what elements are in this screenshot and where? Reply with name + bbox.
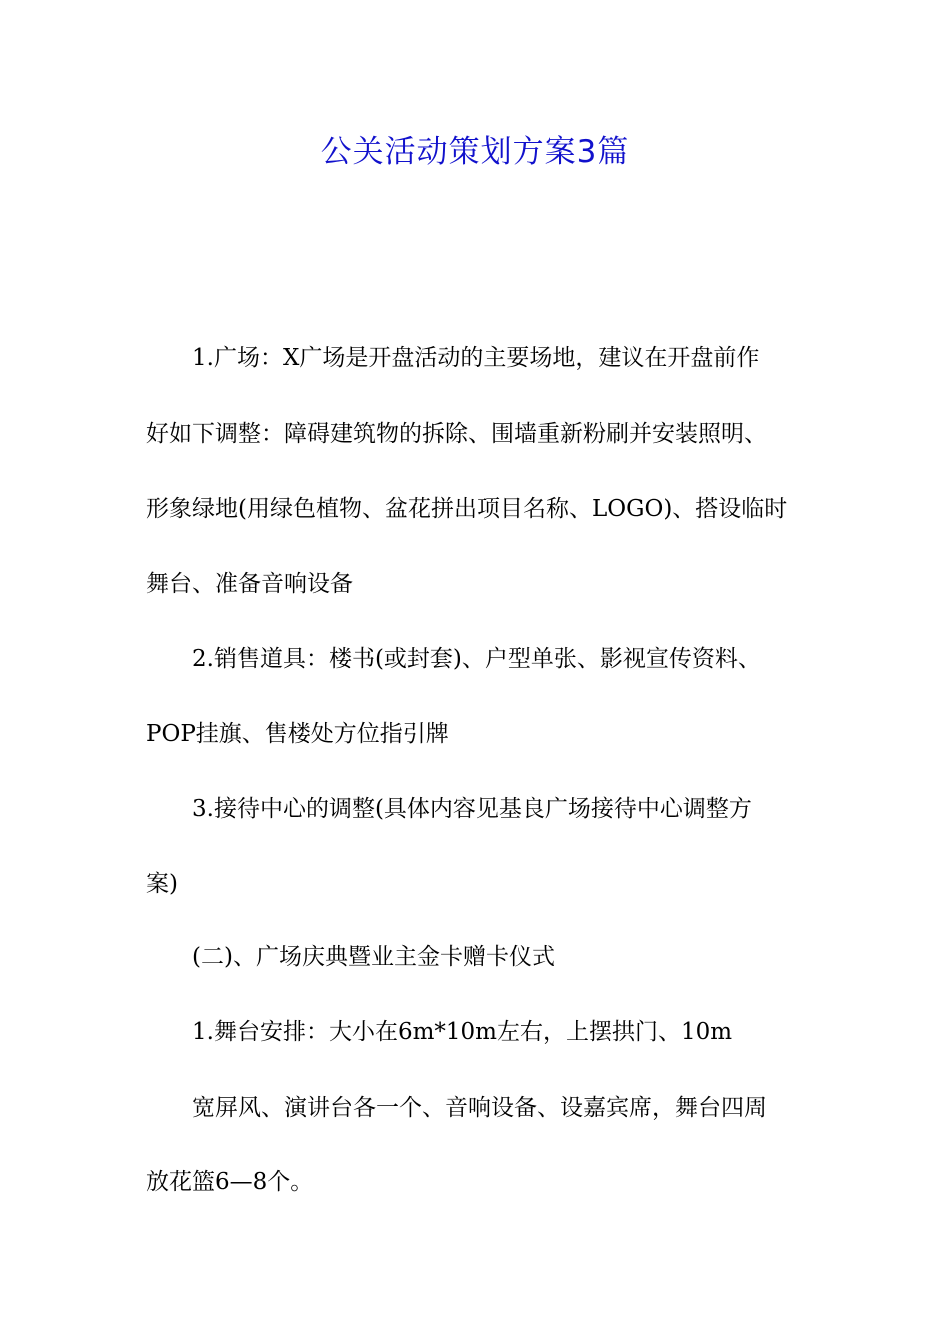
paragraph-line: 1.舞台安排：大小在6m*10m左右，上摆拱门、10m [192,1019,733,1045]
paragraph-line: 形象绿地(用绿色植物、盆花拼出项目名称、LOGO)、搭设临时 [146,496,788,522]
paragraph-line: 3.接待中心的调整(具体内容见基良广场接待中心调整方 [192,796,752,822]
paragraph-line: 2.销售道具：楼书(或封套)、户型单张、影视宣传资料、 [192,646,761,672]
paragraph-line: 1.广场：X广场是开盘活动的主要场地，建议在开盘前作 [192,345,760,371]
paragraph-line: 舞台、准备音响设备 [146,571,353,597]
paragraph-line: 好如下调整：障碍建筑物的拆除、围墙重新粉刷并安装照明、 [146,421,767,447]
document-title: 公关活动策划方案3篇 [320,134,630,170]
paragraph-line: 案) [146,871,178,897]
paragraph-line: (二)、广场庆典暨业主金卡赠卡仪式 [192,944,555,970]
paragraph-line: 放花篮6—8个。 [146,1169,314,1195]
paragraph-line: POP挂旗、售楼处方位指引牌 [146,721,449,747]
paragraph-line: 宽屏风、演讲台各一个、音响设备、设嘉宾席，舞台四周 [192,1095,767,1121]
